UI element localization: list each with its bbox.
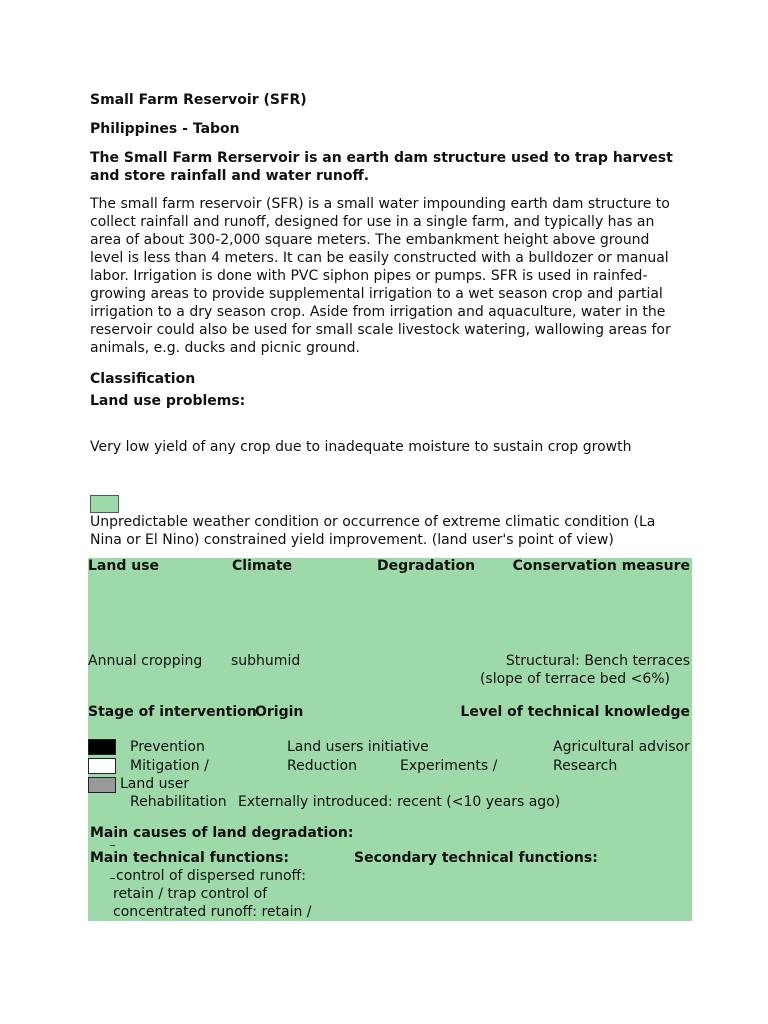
document-location: Philippines - Tabon: [90, 121, 240, 137]
technical-knowledge-heading: Level of technical knowledge: [460, 704, 690, 720]
climate-value: subhumid: [231, 653, 301, 669]
knowledge-agricultural-advisor: Agricultural advisor: [553, 739, 690, 755]
rehabilitation-swatch: [88, 777, 116, 793]
land-use-value: Annual cropping: [88, 653, 203, 669]
header-land-use: Land use: [88, 558, 160, 574]
origin-experiments: Experiments /: [400, 758, 498, 774]
main-function-line: control of dispersed runoff:: [116, 868, 306, 884]
header-conservation-measure: Conservation measure: [512, 558, 690, 574]
stage-mitigation: Mitigation /: [130, 758, 209, 774]
prevention-swatch: [88, 739, 116, 755]
origin-heading: Origin: [255, 704, 304, 720]
conservation-value: Structural: Bench terraces: [505, 653, 690, 669]
dash-mark: [110, 845, 115, 846]
header-climate: Climate: [232, 558, 293, 574]
classification-heading: Classification: [90, 371, 196, 387]
legend-swatch: [90, 495, 119, 513]
classification-table: [88, 558, 692, 921]
stage-rehabilitation: Rehabilitation: [130, 794, 227, 810]
mitigation-swatch: [88, 758, 116, 774]
main-function-line: concentrated runoff: retain /: [113, 904, 312, 920]
document-description: The small farm reservoir (SFR) is a small water impounding earth dam structure to collect rainfall and runoff, designed for use in a single farm, and typically has an area of about 300-2,000 square meters. The embankment height above ground level is less than 4 meters. It can be easily constructed with a bulldozer or manual labor. Irrigation is done with PVC siphon pipes or pumps. SFR is used in rainfed-growing areas to provide supplemental irrigation to a wet season crop and partial irrigation to a dry season crop. Aside from irrigation and aquaculture, water in the reservoir could also be used for small scale livestock watering, wallowing areas for animals, e.g. ducks and picnic ground.: [90, 196, 671, 356]
main-technical-functions-heading: Main technical functions:: [90, 850, 289, 866]
origin-land-users-initiative: Land users initiative: [287, 739, 429, 755]
dash-mark: [110, 878, 115, 879]
origin-externally-introduced: Externally introduced: recent (<10 years ago): [238, 794, 561, 810]
header-degradation: Degradation: [377, 558, 476, 574]
document-title: Small Farm Reservoir (SFR): [90, 92, 307, 108]
stage-of-intervention-heading: Stage of intervention: [88, 704, 257, 720]
origin-research: Research: [553, 758, 618, 774]
secondary-technical-functions-heading: Secondary technical functions:: [354, 850, 598, 866]
stage-reduction: Reduction: [287, 758, 357, 774]
land-use-problem-text: Unpredictable weather condition or occurrence of extreme climatic condition (La Nina or El Nino) constrained yield improvement. (land user's point of view): [90, 514, 656, 548]
document-summary: The Small Farm Rerservoir is an earth dam structure used to trap harvest and store rainfall and water runoff.: [90, 150, 673, 184]
land-use-problem-text: Very low yield of any crop due to inadequate moisture to sustain crop growth: [90, 439, 632, 455]
land-use-problems-heading: Land use problems:: [90, 393, 246, 409]
main-causes-heading: Main causes of land degradation:: [90, 825, 354, 841]
stage-prevention: Prevention: [130, 739, 205, 755]
conservation-value-note: (slope of terrace bed <6%): [479, 671, 670, 687]
main-function-line: retain / trap control of: [113, 886, 268, 902]
origin-land-user: Land user: [120, 776, 190, 792]
